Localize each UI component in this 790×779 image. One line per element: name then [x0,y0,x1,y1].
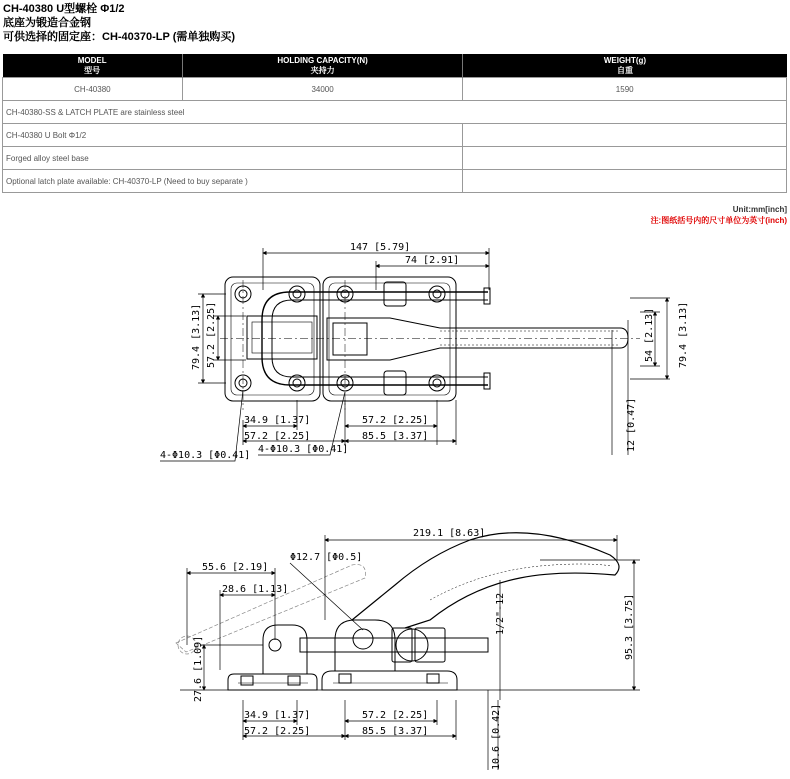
cell-weight: 1590 [463,78,787,101]
bolt-end-bottom [484,373,490,389]
unit-label: Unit:mm[inch] [732,205,787,214]
unit-inch-note: 注:图纸括号内的尺寸单位为英寸(inch) [650,216,787,225]
note-ubolt: CH-40380 U Bolt Φ1/2 [3,124,463,147]
pivot-pin [353,629,373,649]
dim-hole-right: 4-Φ10.3 [Φ0.41] [258,444,349,455]
handle-grip [440,331,618,345]
side-dim-34-9: 34.9 [1.37] [244,710,311,721]
dim-57-b: 57.2 [2.25] [362,415,429,426]
side-dim-57-a: 57.2 [2.25] [244,726,311,737]
dim-74: 74 [2.91] [405,255,460,266]
handle [327,318,628,360]
dim-57-left: 57.2 [2.25] [206,301,217,368]
latch-body-inner [252,322,312,353]
side-screw-1 [241,676,253,685]
top-base-right [323,277,456,401]
dim-54: 54 [2.13] [644,307,655,362]
side-view [176,533,619,690]
dim-12-7: Φ12.7 [Φ0.5] [290,552,363,563]
side-dim-85-5: 85.5 [3.37] [362,726,429,737]
threaded-rod [300,638,488,652]
col-weight-en: WEIGHT(g) [603,55,647,65]
side-dim-57-b: 57.2 [2.25] [362,710,429,721]
top-view [220,277,640,410]
product-title: CH-40380 U型螺栓 Φ1/2 [3,3,125,15]
dim-85-5: 85.5 [3.37] [362,431,429,442]
latch-pin [269,639,281,651]
base-material: 底座为锻造合金钢 [3,17,91,29]
dim-28-6: 28.6 [1.13] [222,584,289,595]
side-handle [352,533,619,628]
dim-10-6: 10.6 [0.42] [491,703,502,770]
nut-top [384,282,406,306]
side-handle-grip [430,564,612,600]
dim-34-9: 34.9 [1.37] [244,415,311,426]
dim-55-6: 55.6 [2.19] [202,562,269,573]
col-weight-cn: 自重 [616,65,633,75]
dim-27-6: 27.6 [1.09] [193,635,204,702]
latch-body [247,316,317,359]
col-capacity-en: HOLDING CAPACITY(N) [277,55,368,65]
side-screw-4 [427,674,439,683]
dim-thread: 1/2"-12 [495,592,506,635]
optional-latch-note: 可供选择的固定座：CH-40370-LP (需单独购买) [3,31,236,43]
handle-hinge [333,323,367,355]
dim-219: 219.1 [8.63] [413,528,486,539]
dim-79-left: 79.4 [3.13] [191,303,202,370]
dim-hole-left: 4-Φ10.3 [Φ0.41] [160,450,251,461]
dim-95-3: 95.3 [3.75] [624,593,635,660]
note-optional: Optional latch plate available: CH-40370-LP (Need to buy separate ) [3,170,463,193]
side-nut-2 [415,628,445,662]
note-base: Forged alloy steel base [3,147,463,170]
dim-79-right: 79.4 [3.13] [678,301,689,368]
side-screw-2 [288,676,300,685]
dim-12: 12 [0.47] [626,397,637,452]
cell-model: CH-40380 [3,78,183,101]
col-model-en: MODEL [77,55,107,65]
col-model-cn: 型号 [84,65,101,75]
col-capacity-cn: 夹持力 [310,65,335,75]
bolt-end-top [484,288,490,304]
dim-147: 147 [5.79] [350,242,411,253]
nut-bottom [384,371,406,395]
side-screw-3 [339,674,351,683]
dim-57-a: 57.2 [2.25] [244,431,311,442]
note-stainless: CH-40380-SS & LATCH PLATE are stainless steel [3,101,787,124]
cell-capacity: 34000 [182,78,463,101]
clamp-body [335,620,395,671]
